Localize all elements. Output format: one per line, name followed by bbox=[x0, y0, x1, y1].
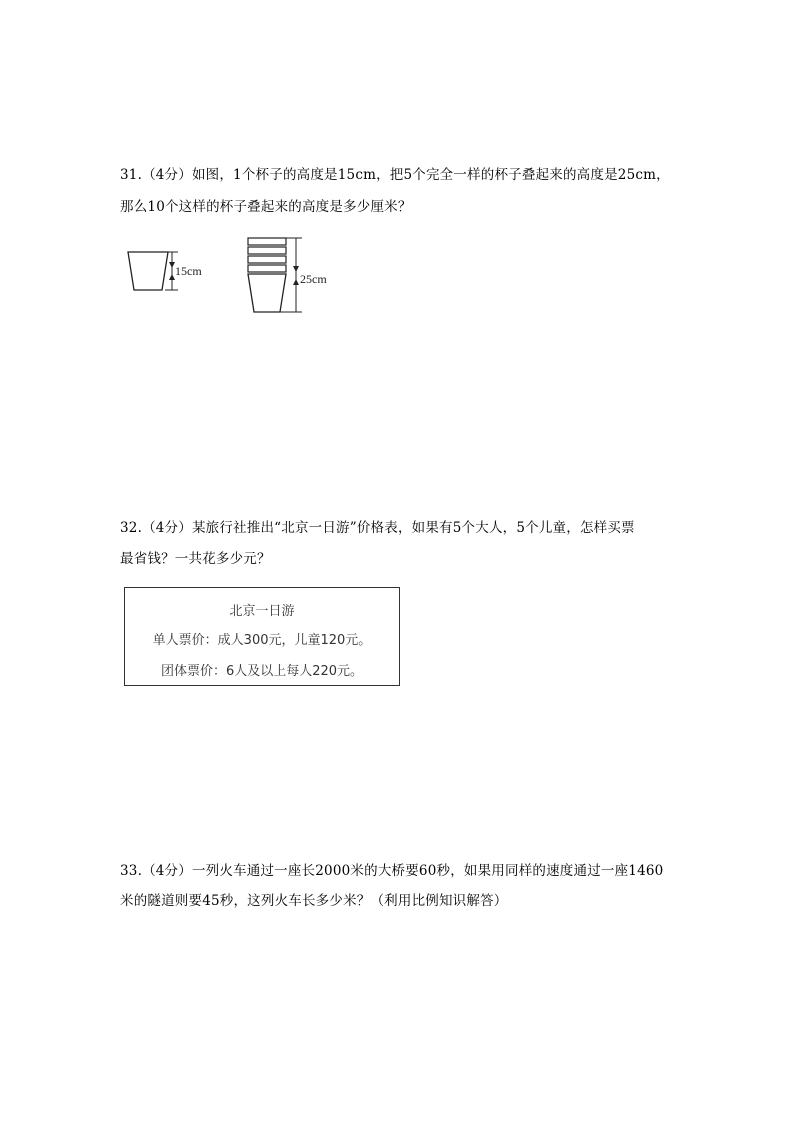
price-table-title: 北京一日游 bbox=[229, 604, 295, 619]
single-cup-drawing bbox=[128, 252, 202, 290]
question-33-text-line-1: 33.（4分）一列火车通过一座长2000米的大桥要60秒，如果用同样的速度通过一座1460 bbox=[120, 863, 664, 879]
question-31-text-line-1: 31.（4分）如图，1个杯子的高度是15cm，把5个完全一样的杯子叠起来的高度是25cm， bbox=[120, 167, 670, 183]
stacked-cups-drawing bbox=[248, 238, 327, 312]
question-31-text-line-2: 那么10个这样的杯子叠起来的高度是多少厘米？ bbox=[120, 199, 412, 215]
stacked-cups-height-label: 25cm bbox=[300, 272, 327, 286]
question-32-text-line-1: 32.（4分）某旅行社推出“北京一日游”价格表，如果有5个大人，5个儿童，怎样买票 bbox=[120, 520, 635, 536]
price-table-box bbox=[124, 587, 400, 686]
cup-height-figure bbox=[120, 232, 350, 316]
question-33-text-line-2: 米的隧道则要45秒，这列火车长多少米？（利用比例知识解答） bbox=[120, 893, 508, 909]
single-cup-height-label: 15cm bbox=[175, 264, 202, 278]
price-table-single-price: 单人票价：成人300元，儿童120元。 bbox=[152, 633, 372, 648]
price-table-group-price: 团体票价：6人及以上每人220元。 bbox=[160, 664, 364, 679]
question-32-text-line-2: 最省钱？一共花多少元？ bbox=[120, 551, 271, 567]
